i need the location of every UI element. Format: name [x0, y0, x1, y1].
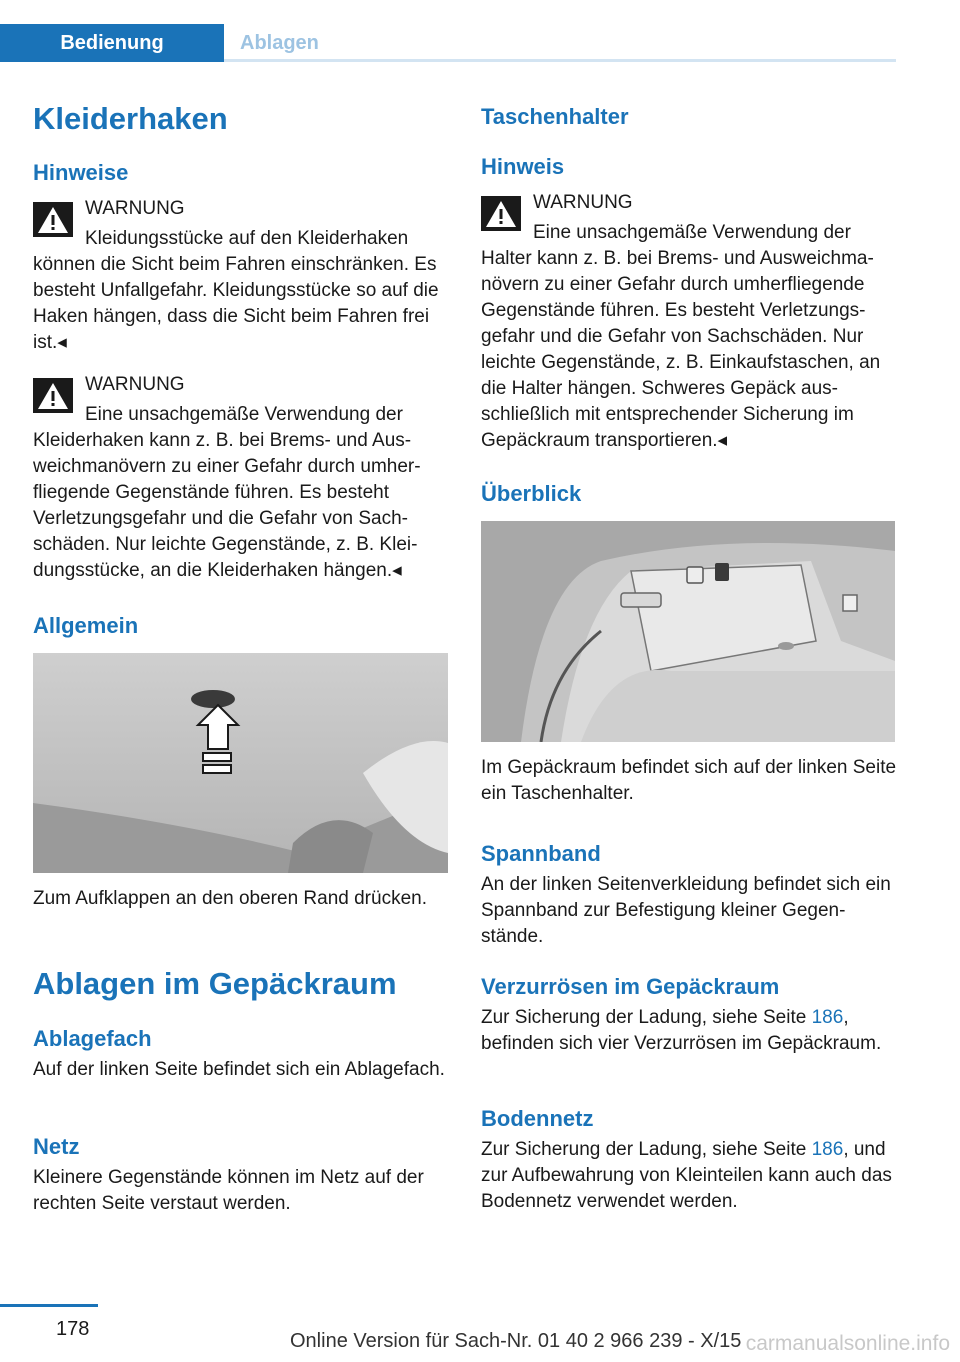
figure-caption-luggage: Im Gepäckraum befindet sich auf der linken Seite ein Taschenhalter.: [481, 757, 897, 804]
section-title-kleiderhaken: Kleiderhaken: [33, 101, 228, 136]
subheading-verzurroesen: Verzurrösen im Gepäckraum: [481, 974, 780, 999]
paragraph-bodennetz: [481, 1137, 897, 1215]
warning-title: WARNUNG: [533, 192, 633, 213]
page-link-186[interactable]: 186: [811, 1139, 844, 1160]
tab-bedienung[interactable]: Bedienung: [0, 24, 224, 62]
warning-text: Kleidungsstücke auf den Kleiderhaken können die Sicht beim Fahren einschränken. Es besteht Unfallgefahr. Kleidungsstücke so auf die Haken hängen, dass die Sicht beim Fahren frei ist.◂: [33, 228, 439, 353]
verzurr-text-start: Zur Sicherung der Ladung, siehe Seite: [481, 1007, 812, 1028]
paragraph-netz: Kleinere Gegenstände können im Netz auf der rechten Seite verstaut werden.: [33, 1167, 424, 1214]
subheading-netz: Netz: [33, 1134, 80, 1159]
footer-divider: [0, 1304, 98, 1307]
subheading-ablagefach: Ablagefach: [33, 1026, 152, 1051]
page-link-186[interactable]: 186: [811, 1007, 844, 1028]
warning-text: Eine unsachgemäße Verwendung der Halter kann z. B. bei Brems- und Ausweichmanövern zu einer Gefahr durch umherfliegende Gegenstände führen. Es besteht Verletzungsgefahr und die Gefahr von Sachschäden. Nur leichte Gegenstände, z. B. Einkaufstaschen, an die Halter hängen. Schweres Gepäck ausschließlich mit entsprechender Sicherung im Gepäckraum transportieren.◂: [481, 222, 881, 451]
luggage-compartment-image: [481, 521, 895, 742]
bodennetz-text-start: Zur Sicherung der Ladung, siehe Seite: [481, 1139, 812, 1160]
warning-title: WARNUNG: [85, 198, 185, 219]
warning-title: WARNUNG: [85, 374, 185, 395]
subheading-allgemein: Allgemein: [33, 613, 139, 638]
subheading-hinweis: Hinweis: [481, 154, 565, 179]
warning-text: Eine unsachgemäße Verwendung der Kleiderhaken kann z. B. bei Brems- und Ausweichmanövern zu einer Gefahr durch umherfliegende Gegenstände führen. Es besteht Verletzungsgefahr und die Gefahr von Sachschäden. Nur leichte Gegenstände, z. B. Kleidungsstücke, an die Kleiderhaken hängen.◂: [33, 404, 421, 581]
paragraph-verzurroesen: [481, 1005, 897, 1057]
verzurr-text-end: , befinden sich vier Verzurrösen im Gepäckraum.: [481, 1007, 882, 1054]
paragraph-ablagefach: Auf der linken Seite befindet sich ein Ablagefach.: [33, 1059, 445, 1080]
section-title-taschenhalter: Taschenhalter: [481, 104, 629, 129]
subheading-spannband: Spannband: [481, 841, 601, 866]
page-header: [0, 0, 896, 62]
figure-caption-hook: Zum Aufklappen an den oberen Rand drücken.: [33, 888, 427, 909]
subheading-ueberblick: Überblick: [481, 481, 582, 506]
page-number: 178: [56, 1318, 90, 1340]
headliner-hook-image: [33, 653, 448, 873]
paragraph-spannband: An der linken Seitenverkleidung befindet sich ein Spannband zur Befestigung kleiner Gegenstände.: [481, 874, 891, 947]
subheading-bodennetz: Bodennetz: [481, 1106, 594, 1131]
watermark: carmanualsonline.info: [745, 1332, 950, 1355]
footer-online-version: Online Version für Sach-Nr. 01 40 2 966 239 - X/15: [290, 1330, 742, 1352]
header-divider: [224, 59, 896, 62]
subheading-hinweise: Hinweise: [33, 160, 129, 185]
section-title-ablagen: Ablagen im Gepäckraum: [33, 966, 397, 1001]
tab-ablagen[interactable]: Ablagen: [240, 31, 319, 54]
bodennetz-text-end: , und zur Aufbewahrung von Kleinteilen kann auch das Bodennetz verwendet werden.: [481, 1139, 892, 1212]
